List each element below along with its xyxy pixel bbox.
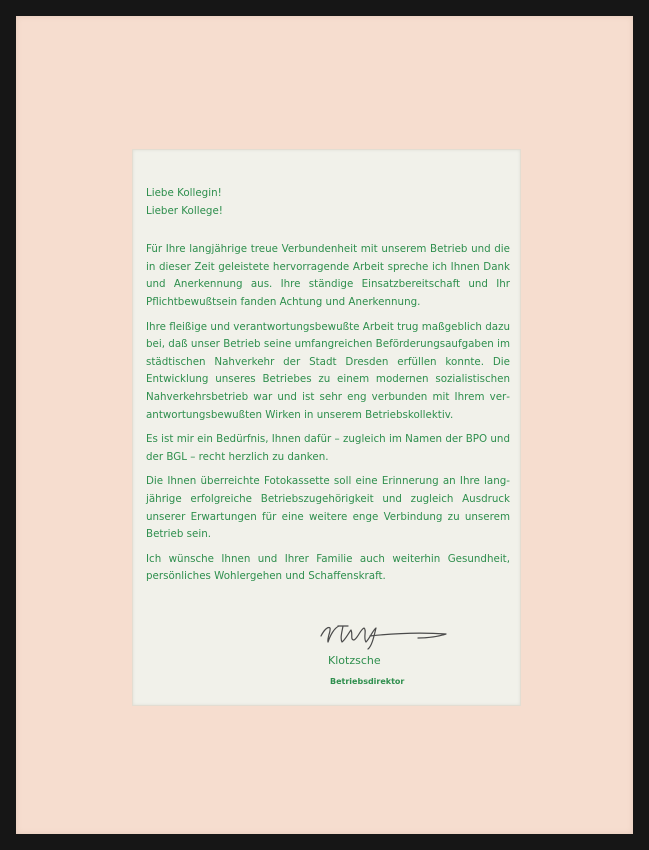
paragraph-wishes: Ich wünsche Ihnen und Ihrer Familie auch weiterhin Gesundheit, persönliches Wohlergehen und Schaffenskraft. (146, 552, 510, 583)
paragraph-photo-cassette: Die Ihnen überreichte Fotokassette soll eine Erinnerung an Ihre langjährige erfolgreiche Betriebszugehörigkeit und zugleich Ausdruck unserer Erwartungen für eine weitere enge Verbindung zu unserem Betrieb sein. (146, 475, 510, 541)
signature-block (318, 616, 488, 696)
letter-sheet (132, 149, 521, 706)
paragraph-gratitude: Es ist mir ein Bedürfnis, Ihnen dafür – zugleich im Namen der BPO und der BGL – recht herzlich zu danken. (146, 433, 510, 463)
salutation (146, 185, 510, 220)
paragraph-contribution: Ihre fleißige und verantwortungsbewußte Arbeit trug maßgeblich dazu bei, daß unser Betrieb seine umfangreichen Beförderungsaufgaben im städtischen Nahverkehr der Stadt Dresden erfüllen konnte. Die Entwicklung unseres Betriebes zu einem modernen sozialistischen Nahverkehrsbetrieb war und ist sehr eng verbunden mit Ihrem verantwortungsbewußten Wirken in unserem Betriebskollektiv. (146, 320, 510, 421)
signer-name: Klotzsche (328, 654, 381, 667)
salutation-line-female: Liebe Kollegin! (146, 187, 222, 199)
handwritten-signature (318, 616, 458, 650)
letter-body (146, 241, 510, 586)
signer-title: Betriebsdirektor (330, 677, 405, 686)
salutation-line-male: Lieber Kollege! (146, 204, 223, 217)
paragraph-thanks: Für Ihre langjährige treue Verbundenheit mit unserem Betrieb und die in dieser Zeit geleistete hervorragende Arbeit spreche ich Ihnen Dank und Anerkennung aus. Ihre ständige Einsatzbereitschaft und Ihr Pflichtbewußtsein fanden Achtung und Anerkennung. (146, 243, 510, 308)
